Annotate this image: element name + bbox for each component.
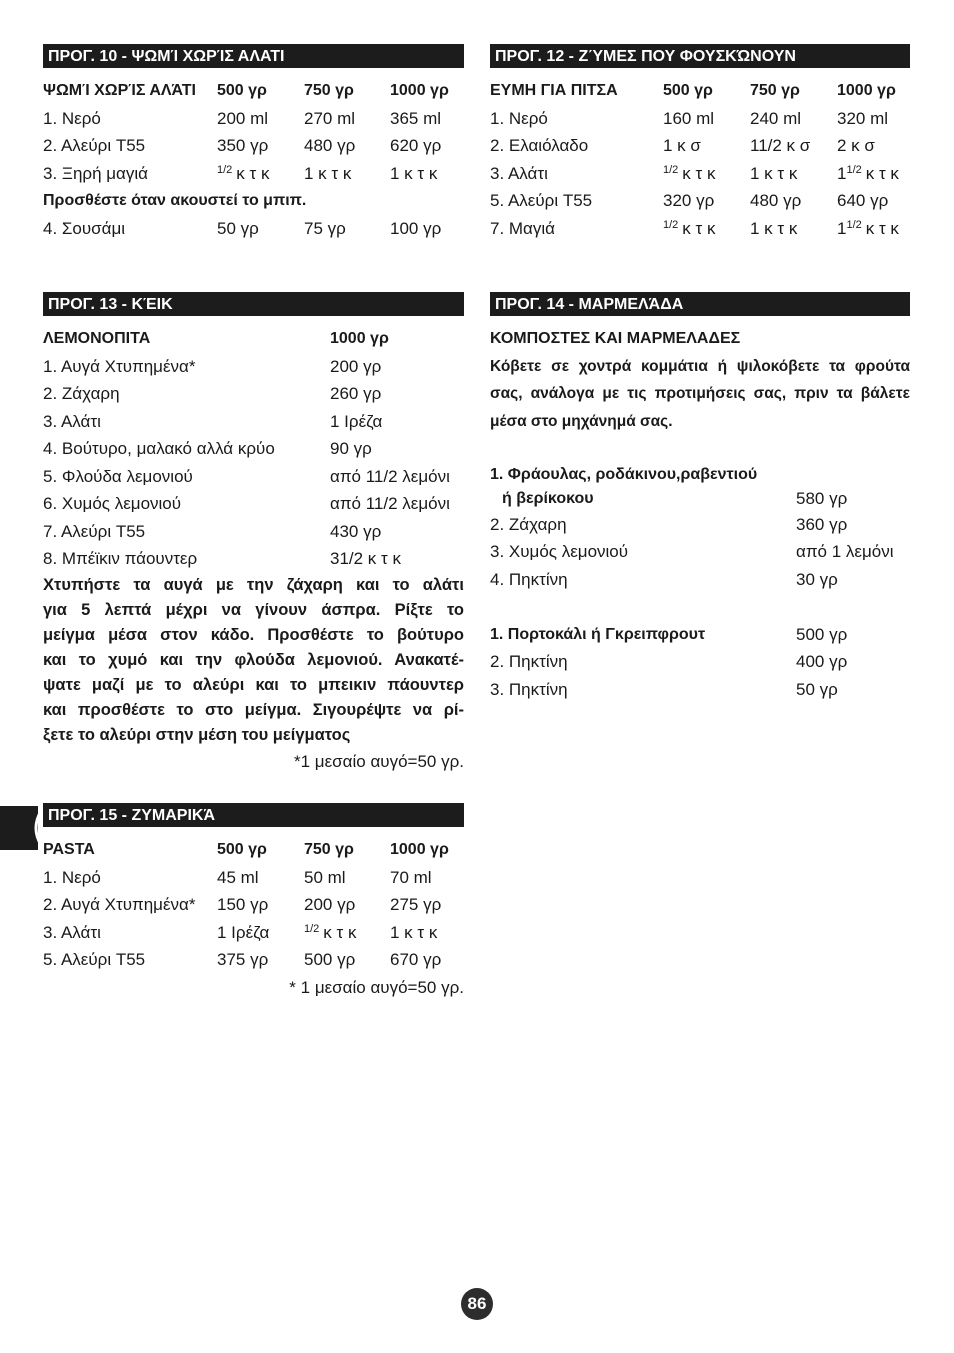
paragraph-line (43, 723, 464, 748)
row-value: 430 γρ (330, 521, 382, 541)
row-value: από 11/2 λεμόνι (330, 466, 450, 486)
row-label: PASTA (43, 841, 95, 858)
row-label: ΨΩΜΊ ΧΩΡΊΣ ΑΛΆΤΙ (43, 82, 196, 99)
row-value: 500 γρ (304, 950, 356, 969)
row-value: 75 γρ (304, 218, 346, 238)
paragraph-line (490, 408, 910, 436)
quantity-text: κ τ κ (323, 922, 357, 942)
footnote (43, 748, 464, 776)
program-13-section (43, 292, 464, 775)
quantity-text: κ τ κ (682, 163, 716, 183)
table-row (43, 160, 464, 188)
row-value: 750 γρ (304, 841, 354, 858)
footnote (43, 974, 464, 1002)
row-value: 160 ml (663, 108, 715, 128)
row-label: 3. Αλάτι (43, 411, 101, 431)
row-value: 11/2 κ σ (750, 136, 811, 155)
table-row (490, 160, 910, 188)
row-value: 200 γρ (304, 895, 356, 914)
label-line: 1. Φράουλας, ροδάκινου,ραβεντιού (490, 465, 758, 483)
row-value: 1000 γρ (837, 82, 896, 99)
row-value: 750 γρ (750, 82, 800, 99)
table-row (490, 105, 910, 133)
table-row (490, 463, 910, 511)
table-row (490, 566, 910, 594)
row-label: 7. Αλεύρι T55 (43, 521, 146, 541)
paragraph-line (43, 648, 464, 673)
table-row (43, 325, 464, 353)
row-label: 4. Βούτυρο, μαλακό αλλά κρύο (43, 439, 275, 458)
row-value: 50 γρ (796, 679, 838, 699)
row-value: από 1 λεμόνι (796, 542, 894, 561)
row-value: 70 ml (390, 867, 432, 887)
row-value: 200 γρ (330, 356, 382, 376)
row-value: 400 γρ (796, 652, 848, 671)
row-spacer (490, 435, 910, 463)
table-row (43, 891, 464, 919)
note-line (43, 187, 464, 215)
row-label (490, 463, 796, 511)
row-label: ψατε μαζί με το αλεύρι και το μπεικιν πάουντερ (43, 675, 464, 694)
table-row (43, 77, 464, 105)
row-value: 2 κ σ (837, 136, 875, 155)
row-label: 7. Μαγιά (490, 218, 555, 238)
row-value: 320 γρ (663, 191, 715, 210)
row-value (304, 919, 390, 947)
table-row (43, 408, 464, 436)
table-row (490, 648, 910, 676)
row-value: 100 γρ (390, 218, 442, 238)
row-label: * 1 μεσαίο αυγό=50 γρ. (289, 977, 464, 997)
row-spacer (490, 593, 910, 621)
note-line (490, 325, 910, 353)
row-value: 50 ml (304, 867, 346, 887)
row-label: ΚΟΜΠΟΣΤΕΣ ΚΑΙ ΜΑΡΜΕΛΑΔΕΣ (490, 330, 741, 347)
paragraph-line (43, 598, 464, 623)
quantity-text: κ τ κ (865, 218, 899, 238)
row-value: 1000 γρ (330, 330, 389, 347)
paragraph-line (490, 353, 910, 381)
recipe-table (490, 325, 910, 703)
program-12-section (490, 44, 910, 242)
row-label: 5. Φλούδα λεμονιού (43, 466, 193, 486)
table-row (43, 105, 464, 133)
quantity-text: κ τ κ (865, 163, 899, 183)
quantity-text: κ τ κ (682, 218, 716, 238)
row-value: 360 γρ (796, 514, 848, 534)
row-value: 640 γρ (837, 191, 889, 210)
table-row (43, 435, 464, 463)
paragraph-line (43, 673, 464, 698)
row-label: 3. Αλάτι (490, 163, 548, 183)
row-value: 365 ml (390, 108, 442, 128)
paragraph-line (490, 380, 910, 408)
table-row (43, 463, 464, 491)
row-label: 3. Πηκτίνη (490, 679, 568, 699)
table-row (43, 919, 464, 947)
table-row (43, 518, 464, 546)
row-value: 350 γρ (217, 136, 269, 155)
row-value: 670 γρ (390, 950, 442, 969)
row-value: από 11/2 λεμόνι (330, 494, 450, 513)
row-value: 240 ml (750, 108, 802, 128)
table-row (43, 836, 464, 864)
fraction-superscript: 1/2 (217, 163, 233, 176)
page-number: 86 (461, 1288, 493, 1320)
fraction-superscript: 1/2 (304, 922, 320, 935)
row-value: 30 γρ (796, 569, 838, 589)
row-label: 5. Αλεύρι T55 (490, 191, 593, 210)
table-row (490, 77, 910, 105)
row-label: 1. Νερό (43, 108, 101, 128)
row-label: 4. Σουσάμι (43, 218, 126, 238)
row-value: 200 ml (217, 108, 269, 128)
row-value (663, 160, 750, 188)
row-value: 1000 γρ (390, 841, 449, 858)
quantity-text: 1 (837, 163, 847, 183)
table-row (490, 215, 910, 243)
fraction-superscript: 1/2 (846, 218, 862, 231)
section-header: ΠΡΟΓ. 10 - ΨΩΜΊ ΧΩΡΊΣ ΑΛΑΤΙ (43, 44, 464, 68)
row-value: 1 κ τ κ (750, 163, 798, 183)
row-value: 375 γρ (217, 950, 269, 969)
recipe-table (490, 77, 910, 242)
row-value: 1 Ιρέζα (330, 411, 383, 431)
row-label: 2. Ζάχαρη (490, 514, 567, 534)
table-row (490, 187, 910, 215)
row-label: 5. Αλεύρι T55 (43, 950, 146, 969)
row-label: μείγμα μέσα στον κάδο. Προσθέστε το βούτυρο (43, 625, 464, 644)
recipe-table (43, 836, 464, 1001)
row-value: 90 γρ (330, 439, 372, 458)
table-row (490, 132, 910, 160)
row-label: και το χυμό και την φλούδα λεμονιού. Ανακατέ- (43, 650, 464, 669)
row-label: ξετε το αλεύρι στην μέση του μείγματος (43, 725, 351, 744)
recipe-table (43, 325, 464, 775)
row-value: 1 κ τ κ (304, 163, 352, 183)
table-row (43, 353, 464, 381)
table-row (43, 864, 464, 892)
row-label: σας, ανάλογα με τις προτιμήσεις σας, πριν τα βάλετε (490, 385, 910, 402)
row-value: 1 κ τ κ (390, 163, 438, 183)
row-label: Κόβετε σε χοντρά κομμάτια ή ψιλοκόβετε τα φρούτα (490, 357, 910, 375)
program-10-section (43, 44, 464, 242)
row-value: 480 γρ (750, 191, 802, 210)
row-label: 2. Αυγά Χτυπημένα* (43, 895, 196, 914)
row-label: μέσα στο μηχάνημά σας. (490, 412, 673, 430)
row-label: 2. Ζάχαρη (43, 384, 120, 403)
section-header: ΠΡΟΓ. 15 - ΖΥΜΑΡΙΚΆ (43, 803, 464, 827)
quantity-text: 1 (837, 218, 847, 238)
row-value: 260 γρ (330, 384, 382, 403)
label-line: ή βερίκοκου (502, 489, 594, 507)
table-row (43, 380, 464, 408)
section-header: ΠΡΟΓ. 13 - ΚΈΙΚ (43, 292, 464, 316)
fraction-superscript: 1/2 (663, 218, 679, 231)
table-row (43, 545, 464, 573)
table-row (43, 132, 464, 160)
table-row (490, 511, 910, 539)
row-value: 500 γρ (217, 841, 267, 858)
row-value: 31/2 κ τ κ (330, 549, 401, 568)
row-label: ΛΕΜΟΝΟΠΙΤΑ (43, 330, 151, 347)
row-label: Χτυπήστε τα αυγά με την ζάχαρη και το αλάτι (43, 575, 464, 594)
row-label: 2. Αλεύρι T55 (43, 136, 146, 155)
recipe-table (43, 77, 464, 242)
row-value: 500 γρ (217, 82, 267, 99)
row-value (837, 160, 899, 188)
row-label: 1. Νερό (43, 867, 101, 887)
table-row (43, 490, 464, 518)
row-value: 750 γρ (304, 82, 354, 99)
row-value: 480 γρ (304, 136, 356, 155)
row-value (663, 215, 750, 243)
table-row (43, 215, 464, 243)
row-label: 6. Χυμός λεμονιού (43, 494, 182, 513)
row-value: 320 ml (837, 108, 889, 128)
program-14-section (490, 292, 910, 703)
row-value (837, 215, 899, 243)
row-value: 270 ml (304, 108, 356, 128)
row-label: 1. Πορτοκάλι ή Γκρειπφρουτ (490, 625, 706, 643)
table-row (43, 946, 464, 974)
paragraph-line (43, 623, 464, 648)
row-label: 3. Αλάτι (43, 922, 101, 942)
paragraph-line (43, 573, 464, 598)
row-value (217, 160, 304, 188)
row-label: 2. Πηκτίνη (490, 652, 568, 671)
row-value: 1000 γρ (390, 82, 449, 99)
language-tab (0, 804, 48, 852)
table-row (490, 621, 910, 649)
row-value: 50 γρ (217, 218, 259, 238)
paragraph-line (43, 698, 464, 723)
row-label: 1. Νερό (490, 108, 548, 128)
row-value: 620 γρ (390, 136, 442, 155)
section-header: ΠΡΟΓ. 14 - ΜΑΡΜΕΛΆΔΑ (490, 292, 910, 316)
row-value: 1 κ σ (663, 136, 701, 155)
program-15-section (43, 803, 464, 1001)
row-value: 500 γρ (796, 624, 848, 644)
row-label: 2. Ελαιόλαδο (490, 136, 589, 155)
row-label: 8. Μπέϊκιν πάουντερ (43, 549, 198, 568)
row-value: 1 Ιρέζα (217, 922, 270, 942)
row-value: 150 γρ (217, 895, 269, 914)
section-header: ΠΡΟΓ. 12 - ΖΎΜΕΣ ΠΟΥ ΦΟΥΣΚΏΝΟΥΝ (490, 44, 910, 68)
row-value: 45 ml (217, 867, 259, 887)
row-value: 500 γρ (663, 82, 713, 99)
row-label: 1. Αυγά Χτυπημένα* (43, 356, 196, 376)
row-label: και προσθέστε το στο μείγμα. Σιγουρέψτε να ρί- (43, 700, 464, 719)
row-label: ΕΥΜΗ ΓΙΑ ΠΙΤΣΑ (490, 82, 618, 99)
row-label: 3. Χυμός λεμονιού (490, 542, 629, 561)
row-value: 580 γρ (796, 488, 848, 508)
table-row (490, 538, 910, 566)
row-value: 1 κ τ κ (390, 922, 438, 942)
row-label: 4. Πηκτίνη (490, 569, 568, 589)
row-label: Προσθέστε όταν ακουστεί το μπιπ. (43, 192, 307, 209)
row-label: 3. Ξηρή μαγιά (43, 163, 148, 183)
row-label: για 5 λεπτά μέχρι να γίνουν άσπρα. Ρίξτε το (43, 600, 464, 619)
fraction-superscript: 1/2 (846, 163, 862, 176)
quantity-text: κ τ κ (236, 163, 270, 183)
row-label: *1 μεσαίο αυγό=50 γρ. (294, 751, 464, 771)
fraction-superscript: 1/2 (663, 163, 679, 176)
table-row (490, 676, 910, 704)
row-value: 275 γρ (390, 895, 442, 914)
row-value: 1 κ τ κ (750, 218, 798, 238)
